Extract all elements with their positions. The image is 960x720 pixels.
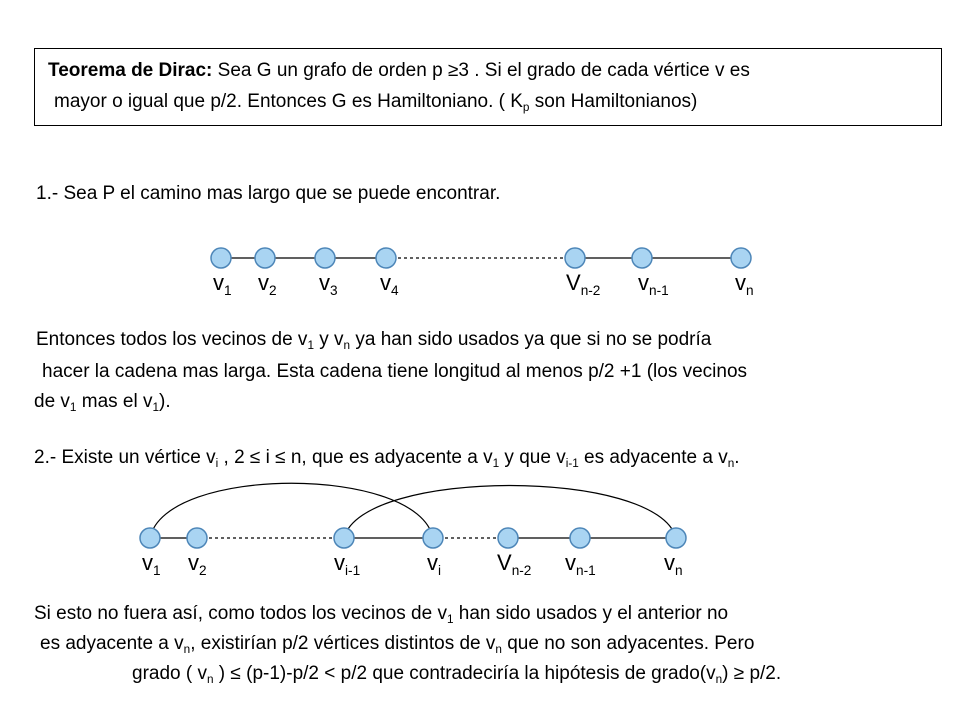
graph2-node-vi-1 xyxy=(334,528,354,548)
step1-text: 1.- Sea P el camino mas largo que se puede encontrar. xyxy=(36,183,501,204)
graph1-node-v2 xyxy=(255,248,275,268)
graph2-label-vn-2: $V_{n-2}$ xyxy=(497,550,532,578)
theorem-title: Teorema de Dirac: xyxy=(48,60,213,81)
graph1-label-vn-1: $v_{n-1}$ xyxy=(638,270,669,298)
graph2-label-vi: $v_i$ xyxy=(427,550,442,578)
graph2-label-vn: $v_n$ xyxy=(664,550,683,578)
theorem-line-1: Teorema de Dirac: Sea G un grafo de orden p ≥3 . Si el grado de cada vértice v es xyxy=(48,60,750,81)
para2-line-3: grado ( $v_n$ ) ≤ (p-1)-p/2 < p/2 que contradeciría la hipótesis de $grado(v_n) \ge p/2$. xyxy=(132,663,782,687)
graph1-node-v3 xyxy=(315,248,335,268)
graph1-label-v1: $v_1$ xyxy=(213,270,232,298)
graph1-label-vn: $v_n$ xyxy=(735,270,754,298)
graph1-label-v2: $v_2$ xyxy=(258,270,277,298)
para1-line-3: de $v_1$ mas el $v_1$). xyxy=(34,391,171,415)
graph1-label-v4: $v_4$ xyxy=(380,270,399,298)
graph2-label-v2: $v_2$ xyxy=(188,550,207,578)
para2-line-1: Si esto no fuera así, como todos los vecinos de $v_1$ han sido usados y el anterior no xyxy=(34,603,729,627)
graph1-node-vn-1 xyxy=(632,248,652,268)
graph2-label-vi-1: $v_{i-1}$ xyxy=(334,550,361,578)
graph2-node-v2 xyxy=(187,528,207,548)
step2-text: 2.- Existe un vértice $v_i$ , 2 ≤ i ≤ n, que es adyacente a $v_1$ y que $v_{i-1}$ es adyacente a $v_n$. xyxy=(34,447,740,471)
graph2-node-vn-1 xyxy=(570,528,590,548)
graph2-node-vi xyxy=(423,528,443,548)
theorem-line-2: mayor o igual que p/2. Entonces G es Hamiltoniano. ( $K_p$ son Hamiltonianos) xyxy=(54,91,698,115)
graph1-node-vn-2 xyxy=(565,248,585,268)
graph2-label-vn-1: $v_{n-1}$ xyxy=(565,550,596,578)
graph1-node-v1 xyxy=(211,248,231,268)
graph1-node-vn xyxy=(731,248,751,268)
graph2-node-vn-2 xyxy=(498,528,518,548)
graph1-node-v4 xyxy=(376,248,396,268)
graph1-label-v3: $v_3$ xyxy=(319,270,338,298)
para2-line-2: es adyacente a $v_n$, existirían p/2 vértices distintos de $v_n$ que no son adyacentes. Pero xyxy=(40,633,755,657)
graph2-label-v1: $v_1$ xyxy=(142,550,161,578)
graph2-node-vn xyxy=(666,528,686,548)
para1-line-1: Entonces todos los vecinos de $v_1$ y $v_n$ ya han sido usados ya que si no se podría xyxy=(36,329,712,353)
para1-line-2: hacer la cadena mas larga. Esta cadena tiene longitud al menos p/2 +1 (los vecinos xyxy=(42,361,748,382)
graph2-node-v1 xyxy=(140,528,160,548)
graph1-label-vn-2: $V_{n-2}$ xyxy=(566,270,601,298)
